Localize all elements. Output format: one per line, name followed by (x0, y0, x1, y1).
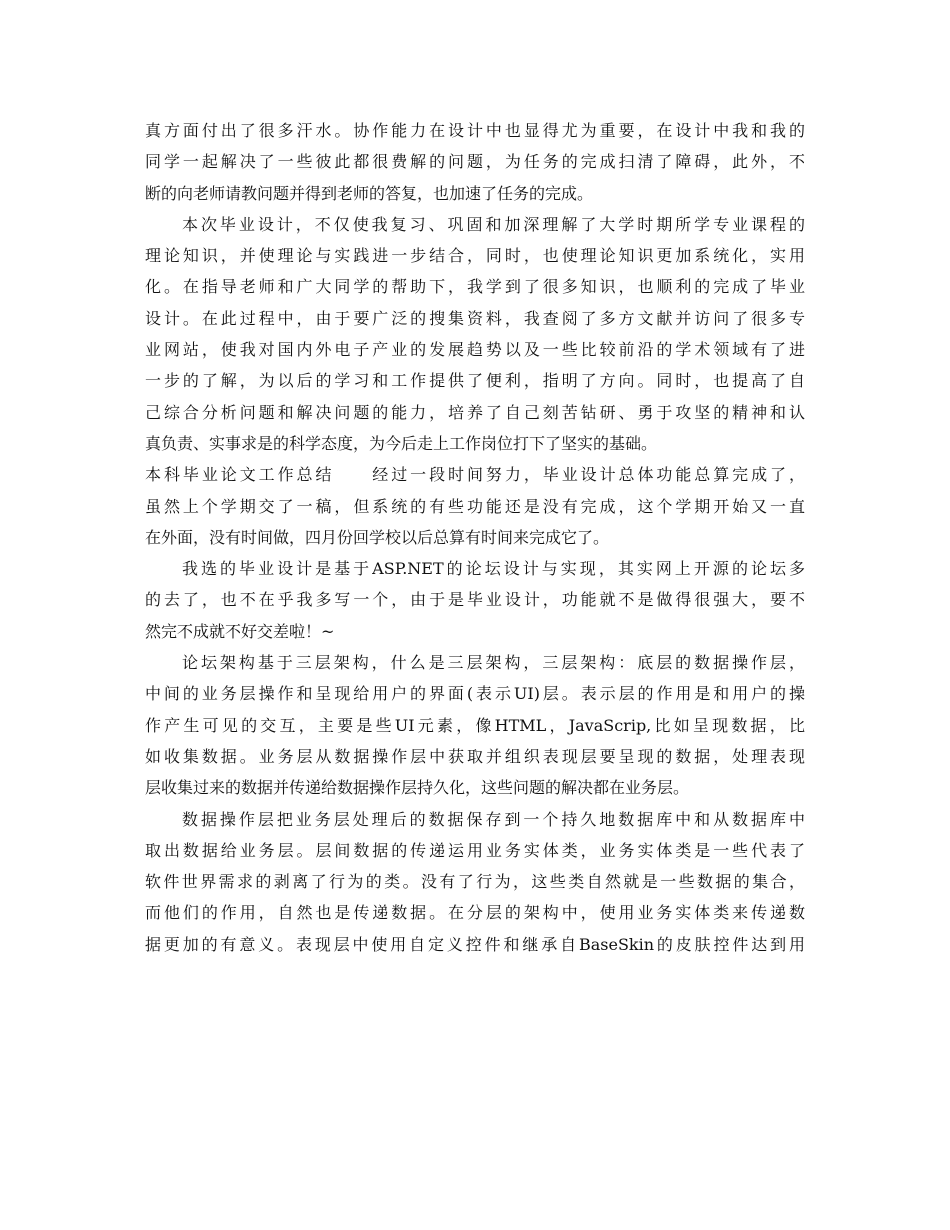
text-line: 软件世界需求的剥离了行为的类。没有了行为，这些类自然就是一些数据的集合， (145, 872, 805, 892)
text-line: 本科毕业论文工作总结 经过一段时间努力，毕业设计总体功能总算完成了， (145, 465, 805, 485)
text-line: 中间的业务层操作和呈现给用户的界面(表示UI)层。表示层的作用是和用户的操 (145, 684, 805, 704)
body-text (145, 115, 805, 960)
text-line: 一步的了解，为以后的学习和工作提供了便利，指明了方向。同时，也提高了自 (145, 371, 805, 391)
text-line: 我选的毕业设计是基于ASP.NET的论坛设计与实现，其实网上开源的论坛多 (182, 559, 805, 579)
text-line: 己综合分析问题和解决问题的能力，培养了自己刻苦钻研、勇于攻坚的精神和认 (145, 402, 805, 422)
text-line: 作产生可见的交互，主要是些UI元素，像HTML，JavaScrip,比如呈现数据，比 (145, 715, 805, 735)
text-line: 数据操作层把业务层处理后的数据保存到一个持久地数据库中和从数据库中 (182, 809, 805, 829)
text-line: 论坛架构基于三层架构，什么是三层架构，三层架构：底层的数据操作层， (182, 653, 805, 673)
text-line: 化。在指导老师和广大同学的帮助下，我学到了很多知识，也顺利的完成了毕业 (145, 277, 805, 297)
text-line: 真负责、实事求是的科学态度，为今后走上工作岗位打下了坚实的基础。 (145, 433, 658, 453)
text-line: 如收集数据。业务层从数据操作层中获取并组织表现层要呈现的数据，处理表现 (145, 746, 805, 766)
text-line: 本次毕业设计，不仅使我复习、巩固和加深理解了大学时期所学专业课程的 (182, 214, 805, 234)
text-line: 业网站，使我对国内外电子产业的发展趋势以及一些比较前沿的学术领域有了进 (145, 340, 805, 360)
text-line: 层收集过来的数据并传递给数据操作层持久化，这些问题的解决都在业务层。 (145, 778, 690, 798)
text-line: 而他们的作用，自然也是传递数据。在分层的架构中，使用业务实体类来传递数 (145, 903, 805, 923)
text-line: 然完不成就不好交差啦！~ (145, 621, 335, 641)
text-line: 在外面，没有时间做，四月份回学校以后总算有时间来完成它了。 (145, 527, 610, 547)
text-line: 真方面付出了很多汗水。协作能力在设计中也显得尤为重要，在设计中我和我的 (145, 121, 805, 140)
text-line: 理论知识，并使理论与实践进一步结合，同时，也使理论知识更加系统化，实用 (145, 246, 805, 266)
text-line: 断的向老师请教问题并得到老师的答复，也加速了任务的完成。 (145, 183, 594, 203)
text-line: 的去了，也不在乎我多写一个，由于是毕业设计，功能就不是做得很强大，要不 (145, 590, 805, 610)
text-line: 虽然上个学期交了一稿，但系统的有些功能还是没有完成，这个学期开始又一直 (145, 496, 805, 516)
text-line: 设计。在此过程中，由于要广泛的搜集资料，我查阅了多方文献并访问了很多专 (145, 308, 805, 328)
text-line: 取出数据给业务层。层间数据的传递运用业务实体类，业务实体类是一些代表了 (145, 840, 805, 860)
text-line: 同学一起解决了一些彼此都很费解的问题，为任务的完成扫清了障碍，此外，不 (145, 152, 805, 172)
text-line: 据更加的有意义。表现层中使用自定义控件和继承自BaseSkin的皮肤控件达到用 (145, 934, 805, 954)
